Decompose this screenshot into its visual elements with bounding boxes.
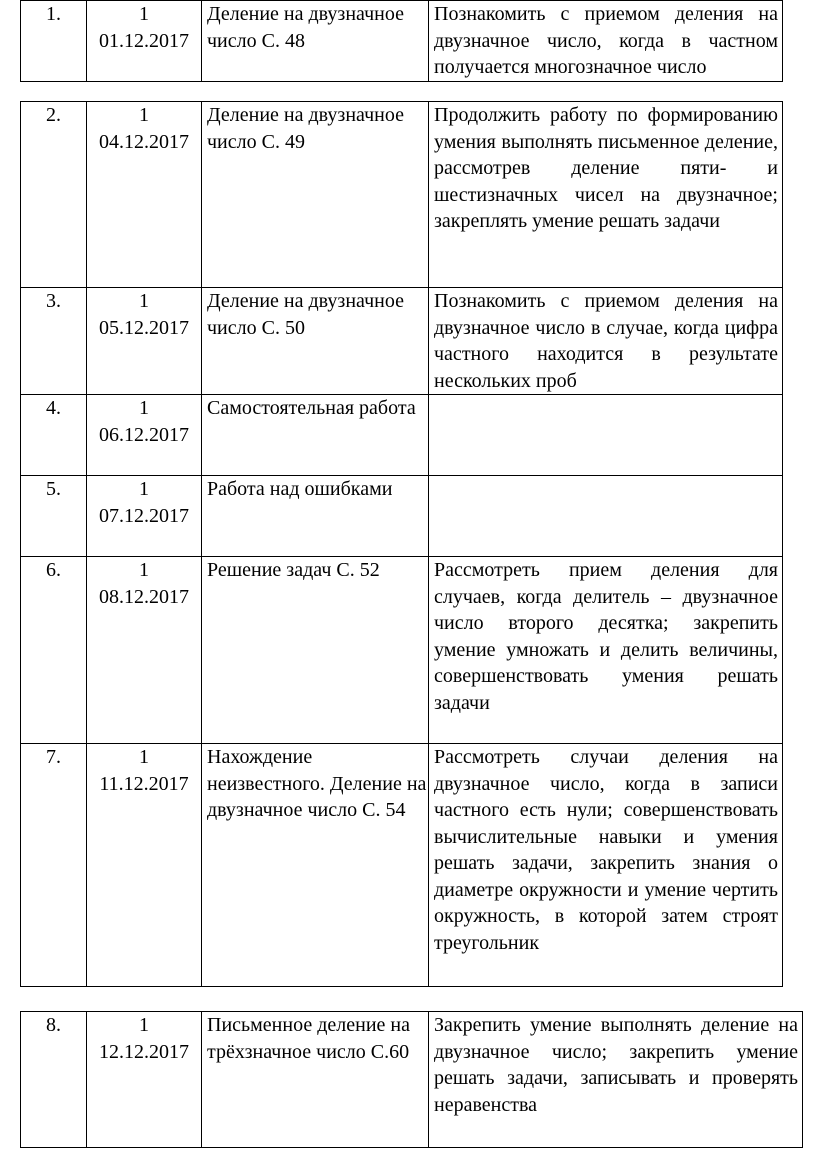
row-number: 3. (21, 288, 87, 395)
table-row (21, 102, 783, 288)
lesson-table-1 (20, 0, 783, 82)
lesson-topic: Письменное деление на трёхзначное число С.60 (202, 1012, 429, 1148)
lesson-goal: Рассмотреть случаи деления на двузначное число, когда в записи частного есть нули; совершенствовать вычислительные навыки и умения решать задачи, закрепить знания о диаметре окружности и умение чертить окружность, в которой затем строят треугольник (429, 744, 783, 987)
hours-date-cell (87, 1012, 202, 1148)
lesson-date: 06.12.2017 (99, 423, 189, 446)
table-row (21, 1012, 803, 1148)
hours-count: 1 (139, 559, 149, 581)
hours-count: 1 (139, 1014, 149, 1036)
lesson-date: 12.12.2017 (99, 1040, 189, 1063)
lesson-topic: Самостоятельная работа (202, 395, 429, 476)
lesson-topic: Деление на двузначное число С. 50 (202, 288, 429, 395)
lesson-goal: Познакомить с приемом деления на двузначное число в случае, когда цифра частного находится в результате нескольких проб (429, 288, 783, 395)
row-number: 8. (21, 1012, 87, 1148)
lesson-topic: Работа над ошибками (202, 476, 429, 557)
lesson-table-2 (20, 101, 783, 987)
hours-date-cell (87, 1, 202, 82)
table-row (21, 1, 783, 82)
table-row (21, 395, 783, 476)
table-row (21, 744, 783, 987)
table-row (21, 476, 783, 557)
hours-count: 1 (139, 290, 149, 312)
lesson-topic: Деление на двузначное число С. 48 (202, 1, 429, 82)
table-row (21, 557, 783, 744)
lesson-date: 01.12.2017 (99, 29, 189, 52)
lesson-topic: Деление на двузначное число С. 49 (202, 102, 429, 288)
hours-date-cell (87, 744, 202, 987)
hours-date-cell (87, 557, 202, 744)
lesson-goal: Закрепить умение выполнять деление на двузначное число; закрепить умение решать задачи, записывать и проверять неравенства (429, 1012, 803, 1148)
lesson-table-3 (20, 1011, 803, 1148)
hours-date-cell (87, 102, 202, 288)
hours-date-cell (87, 288, 202, 395)
hours-count: 1 (139, 104, 149, 126)
lesson-goal (429, 476, 783, 557)
lesson-date: 11.12.2017 (99, 772, 189, 795)
row-number: 4. (21, 395, 87, 476)
row-number: 7. (21, 744, 87, 987)
lesson-goal: Рассмотреть прием деления для случаев, когда делитель – двузначное число второго десятка; закрепить умение умножать и делить величины, совершенствовать умения решать задачи (429, 557, 783, 744)
lesson-date: 08.12.2017 (99, 585, 189, 608)
row-number: 6. (21, 557, 87, 744)
hours-count: 1 (139, 397, 149, 419)
lesson-topic: Нахождение неизвестного. Деление на двузначное число С. 54 (202, 744, 429, 987)
hours-count: 1 (139, 3, 149, 25)
lesson-topic: Решение задач С. 52 (202, 557, 429, 744)
table-row (21, 288, 783, 395)
hours-count: 1 (139, 746, 149, 768)
row-number: 2. (21, 102, 87, 288)
lesson-goal: Продолжить работу по формированию умения выполнять письменное деление, рассмотрев деление пяти- и шестизначных чисел на двузначное; закреплять умение решать задачи (429, 102, 783, 288)
lesson-goal: Познакомить с приемом деления на двузначное число, когда в частном получается многозначное число (429, 1, 783, 82)
hours-count: 1 (139, 478, 149, 500)
lesson-date: 04.12.2017 (99, 130, 189, 153)
lesson-goal (429, 395, 783, 476)
lesson-date: 05.12.2017 (99, 316, 189, 339)
hours-date-cell (87, 476, 202, 557)
row-number: 5. (21, 476, 87, 557)
row-number: 1. (21, 1, 87, 82)
lesson-date: 07.12.2017 (99, 504, 189, 527)
hours-date-cell (87, 395, 202, 476)
